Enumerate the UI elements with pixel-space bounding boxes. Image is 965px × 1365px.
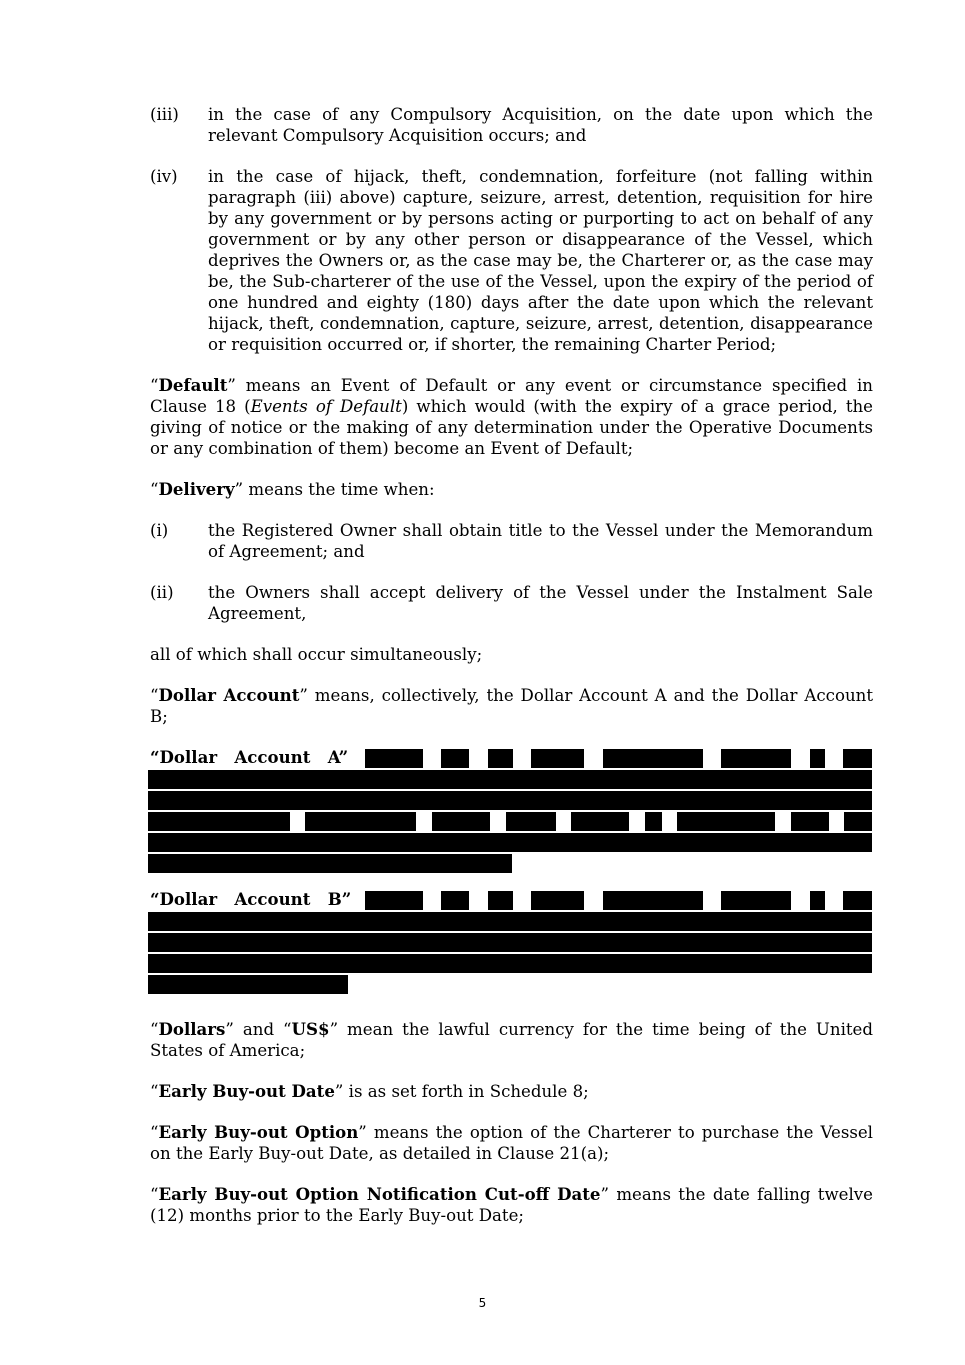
quote: ” bbox=[358, 1123, 367, 1142]
quote: “ bbox=[150, 1082, 159, 1101]
list-item-i bbox=[150, 520, 873, 562]
page-number: 5 bbox=[478, 1296, 487, 1310]
definition-text: means an Event of Default or any event or circumstance specified in Clause 18 ( bbox=[150, 376, 873, 416]
definition-early-buyout-cutoff bbox=[150, 1184, 873, 1226]
defined-term: US$ bbox=[291, 1019, 330, 1039]
redaction-bar bbox=[148, 975, 348, 994]
defined-term: Early Buy-out Date bbox=[158, 1081, 335, 1101]
item-text: the Owners shall accept delivery of the Vessel under the Instalment Sale Agreement, bbox=[208, 583, 873, 623]
redaction-bar bbox=[488, 891, 513, 910]
redaction-bar bbox=[531, 891, 584, 910]
defined-term: “Dollar Account A” bbox=[150, 747, 349, 767]
redaction-bar bbox=[843, 749, 872, 768]
definition-text: means the time when: bbox=[243, 480, 435, 499]
list-item-iii bbox=[150, 104, 873, 146]
redaction-bar bbox=[645, 812, 662, 831]
quote: ” bbox=[600, 1185, 609, 1204]
quote: ” bbox=[329, 1020, 339, 1039]
item-text: in the case of any Compulsory Acquisition, on the date upon which the relevant Compulsory Acquisition occurs; and bbox=[208, 105, 873, 145]
definition-text: ) which would (with the expiry of a grace period, the giving of notice or the making of any determination under the Operative Documents or any combination of them) become an Event of Default; bbox=[150, 397, 874, 458]
delivery-tail: all of which shall occur simultaneously; bbox=[150, 645, 483, 664]
redaction-bar bbox=[365, 749, 423, 768]
list-item-ii bbox=[150, 582, 873, 624]
redaction-bar bbox=[148, 912, 872, 931]
defined-term: Delivery bbox=[158, 479, 235, 499]
redaction-bar bbox=[441, 749, 469, 768]
redaction-bar bbox=[148, 954, 872, 973]
redaction-bar bbox=[365, 891, 423, 910]
redaction-bar bbox=[844, 812, 872, 831]
redaction-bar bbox=[148, 812, 290, 831]
definition-dollars bbox=[150, 1019, 873, 1061]
quote: “ bbox=[150, 480, 159, 499]
redaction-bar bbox=[488, 749, 513, 768]
document-page bbox=[150, 104, 873, 1246]
definition-text: means, collectively, the Dollar Account A and the Dollar Account B; bbox=[150, 686, 873, 726]
defined-term: “Dollar Account B” bbox=[150, 889, 352, 909]
redaction-bar bbox=[148, 854, 512, 873]
defined-term: Early Buy-out Option bbox=[158, 1122, 359, 1142]
defined-term: Dollars bbox=[158, 1019, 226, 1039]
definition-dollar-account-b bbox=[150, 889, 873, 993]
redaction-bar bbox=[506, 812, 556, 831]
definition-text: means the date falling twelve (12) months prior to the Early Buy-out Date; bbox=[150, 1185, 873, 1225]
redaction-bar bbox=[843, 891, 872, 910]
quote: “ bbox=[150, 1123, 159, 1142]
definition-text: mean the lawful currency for the time being of the United States of America; bbox=[150, 1020, 874, 1060]
redaction-bar bbox=[441, 891, 469, 910]
redaction-bar bbox=[791, 812, 829, 831]
redaction-bar bbox=[721, 749, 791, 768]
list-item-iv bbox=[150, 166, 873, 355]
quote: “ bbox=[150, 1020, 159, 1039]
definition-default bbox=[150, 375, 873, 459]
redaction-bar bbox=[810, 891, 825, 910]
item-number: (i) bbox=[150, 521, 169, 540]
definition-dollar-account bbox=[150, 685, 873, 727]
quote: “ bbox=[150, 686, 159, 705]
redaction-bar bbox=[148, 933, 872, 952]
quote: “ bbox=[150, 1185, 159, 1204]
definition-text: is as set forth in Schedule 8; bbox=[343, 1082, 589, 1101]
defined-term: Dollar Account bbox=[158, 685, 300, 705]
redaction-bar bbox=[603, 891, 703, 910]
quote: ” bbox=[334, 1082, 344, 1101]
definition-text: means the option of the Charterer to purchase the Vessel on the Early Buy-out Date, as detailed in Clause 21(a); bbox=[150, 1123, 873, 1163]
item-number: (ii) bbox=[150, 583, 174, 602]
quote: ” bbox=[299, 686, 308, 705]
redaction-bar bbox=[148, 791, 872, 810]
quote: ” bbox=[227, 376, 236, 395]
redaction-bar bbox=[810, 749, 825, 768]
quote: ” bbox=[234, 480, 244, 499]
redaction-bar bbox=[603, 749, 703, 768]
item-number: (iii) bbox=[150, 105, 179, 124]
item-number: (iv) bbox=[150, 167, 178, 186]
definition-dollar-account-a bbox=[150, 747, 873, 851]
item-text: in the case of hijack, theft, condemnation, forfeiture (not falling within paragraph (iii) above) capture, seizure, arrest, detention, requisition for hire by any government or by persons acting or purporting to act on behalf of any government or by any other person or disappearance of the Vessel, which deprives the Owners or, as the case may be, the Charterer or, as the case may be, the Sub-charterer of the use of the Vessel, upon the expiry of the period of one hundred and eighty (180) days after the date upon which the relevant hijack, theft, condemnation, capture, seizure, arrest, detention, disappearance or requisition occurred or, if shorter, the remaining Charter Period; bbox=[208, 167, 873, 354]
quote: “ bbox=[150, 376, 159, 395]
redaction-bar bbox=[531, 749, 584, 768]
redaction-bar bbox=[721, 891, 791, 910]
redaction-bar bbox=[148, 833, 872, 852]
redaction-bar bbox=[677, 812, 775, 831]
redaction-bar bbox=[148, 770, 872, 789]
defined-term: Default bbox=[158, 375, 228, 395]
quote: ” and “ bbox=[225, 1020, 292, 1039]
definition-early-buyout-date bbox=[150, 1081, 873, 1102]
clause-reference: Events of Default bbox=[250, 397, 402, 416]
defined-term: Early Buy-out Option Notification Cut-off Date bbox=[158, 1184, 601, 1204]
definition-delivery bbox=[150, 479, 873, 500]
redaction-bar bbox=[571, 812, 629, 831]
redaction-bar bbox=[305, 812, 416, 831]
item-text: the Registered Owner shall obtain title to the Vessel under the Memorandum of Agreement; and bbox=[208, 521, 873, 561]
redaction-bar bbox=[432, 812, 490, 831]
definition-early-buyout-option bbox=[150, 1122, 873, 1164]
